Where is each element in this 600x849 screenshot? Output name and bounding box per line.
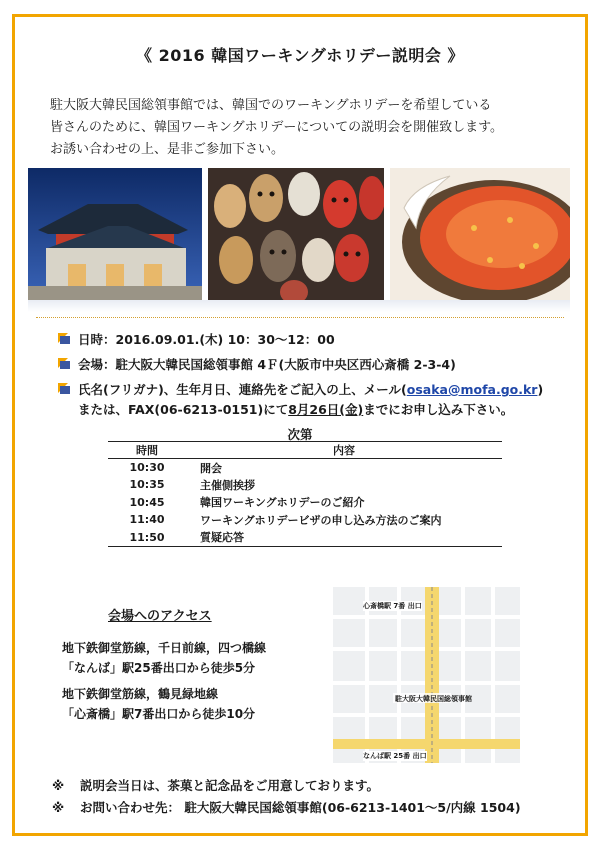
note-text: お問い合わせ先： 駐大阪大韓民国総領事館(06-6213-1401～5/内線 1504) (80, 800, 521, 815)
intro-line: 皆さんのために、韓国ワーキングホリデーについての説明会を開催致します。 (50, 120, 504, 135)
date-text: 日時：2016.09.01.(木) 10：30～12：00 (78, 332, 335, 347)
food-photo (390, 168, 570, 300)
table-header-row (108, 442, 502, 459)
access-map (333, 587, 520, 763)
route-directions: 「心斎橋」駅7番出口から徒歩10分 (62, 707, 256, 721)
intro-line: 駐大阪大韓民国総領事館では、韓国でのワーキングホリデーを希望している (50, 98, 492, 113)
intro-line: お誘い合わせの上、是非ご参加下さい。 (50, 142, 285, 157)
venue-text: 会場：駐大阪大韓民国総領事館 4Ｆ(大阪市中央区西心斎橋 2-3-4) (78, 357, 456, 372)
deadline-text: 8月26日(金) (288, 402, 364, 417)
note-text: 説明会当日は、茶菓と記念品をご用意しております。 (80, 778, 380, 793)
info-apply (58, 380, 558, 420)
intro-paragraph (50, 95, 560, 161)
route-lines: 地下鉄御堂筋線，鶴見緑地線 (62, 687, 219, 701)
masks-photo (208, 168, 384, 300)
table-row (108, 476, 502, 494)
row-time: 11:50 (108, 529, 186, 547)
apply-end-text: までにお申し込み下さい。 (363, 402, 514, 417)
row-content: 主催側挨拶 (200, 478, 255, 492)
bullet-icon (58, 358, 70, 370)
bullet-icon (58, 333, 70, 345)
row-time: 10:45 (129, 495, 165, 509)
access-title: 会場へのアクセス (108, 609, 212, 624)
fax-text: または、FAX(06-6213-0151)にて (78, 402, 289, 417)
table-row (108, 459, 502, 477)
time-header: 時間 (108, 442, 186, 459)
photo-strip (28, 168, 570, 300)
photo-reflection (28, 300, 570, 312)
row-content: 韓国ワーキングホリデーのご紹介 (200, 496, 365, 510)
schedule-title: 次第 (287, 427, 313, 442)
access-route-2 (62, 684, 255, 724)
row-time: 11:40 (129, 513, 165, 527)
palace-photo (28, 168, 202, 300)
table-row (108, 511, 502, 529)
map-consulate-label: 駐大阪大韓民国総領事館 (395, 695, 472, 703)
apply-text-suffix: ) (537, 382, 544, 397)
apply-text-prefix: 氏名(フリガナ)、生年月日、連絡先をご記入の上、メール( (78, 382, 407, 397)
route-lines: 地下鉄御堂筋線，千日前線，四つ橋線 (62, 641, 267, 655)
bullet-icon (58, 383, 70, 395)
email-link[interactable]: osaka@mofa.go.kr (406, 382, 538, 397)
page-title: 《 2016 韓国ワーキングホリデー説明会 》 (136, 46, 464, 65)
note-item (52, 776, 379, 794)
map-station-top: 心斎橋駅 7番 出口 (363, 602, 422, 610)
content-header: 内容 (186, 442, 502, 459)
map-station-bottom: なんば駅 25番 出口 (363, 752, 427, 760)
schedule-table (108, 441, 502, 547)
table-row (108, 529, 502, 547)
row-content: 質疑応答 (186, 529, 502, 547)
access-route-1 (62, 638, 266, 678)
row-content: 開会 (200, 461, 222, 475)
info-date (58, 330, 558, 348)
note-mark: ※ (52, 800, 65, 815)
note-mark: ※ (52, 778, 65, 793)
note-item (52, 798, 521, 816)
table-row (108, 494, 502, 512)
info-venue (58, 355, 558, 373)
section-divider (36, 317, 564, 318)
row-time: 10:35 (129, 478, 165, 492)
row-content: ワーキングホリデービザの申し込み方法のご案内 (200, 513, 442, 527)
route-directions: 「なんば」駅25番出口から徒歩5分 (62, 661, 256, 675)
row-time: 10:30 (129, 461, 165, 474)
